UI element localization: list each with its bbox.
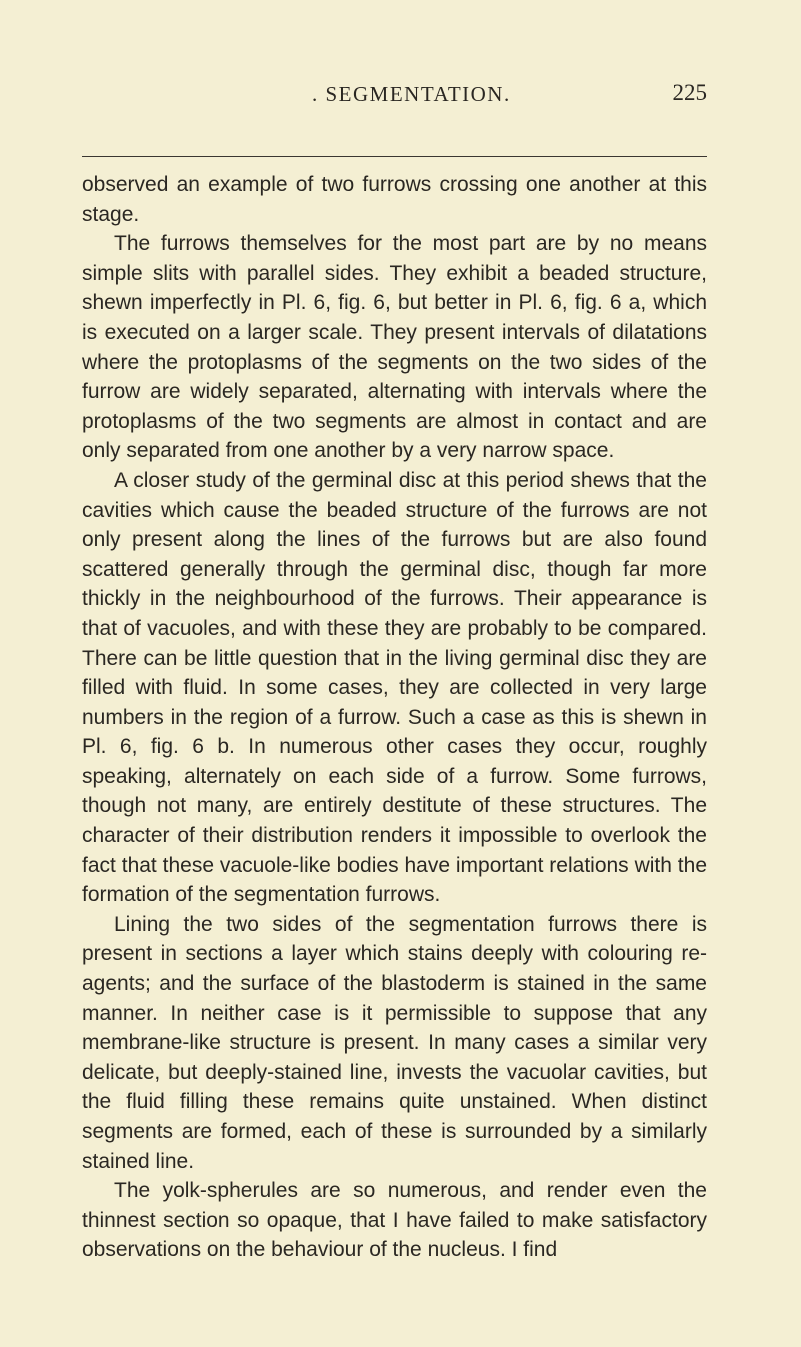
body-text — [82, 170, 707, 1265]
running-title: . SEGMENTATION. — [312, 82, 511, 106]
paragraph-2: The furrows themselves for the most part are by no means simple slits with parallel sides. They exhibit a beaded structure, shewn imperfectly in Pl. 6, fig. 6, but better in Pl. 6, fig. 6 a, which is executed on a larger scale. They present intervals of dilatations where the protoplasms of the segments on the two sides of the furrow are widely separated, alternating with intervals where the protoplasms of the two segments are almost in contact and are only separated from one another by a very narrow space. — [82, 232, 707, 463]
paragraph-5: The yolk-spherules are so numerous, and render even the thinnest section so opaque, that I have failed to make satisfactory observations on the behaviour of the nucleus. I find — [82, 1179, 707, 1262]
paragraph-1: observed an example of two furrows crossing one another at this stage. — [82, 173, 707, 226]
page-number: 225 — [672, 80, 707, 105]
paragraph-4: Lining the two sides of the segmentation furrows there is present in sections a layer which stains deeply with colouring re-agents; and the surface of the blastoderm is stained in the same manner. In neither case is it permissible to suppose that any membrane-like structure is present. In many cases a similar very delicate, but deeply-stained line, invests the vacuolar cavities, but the fluid filling these remains quite unstained. When distinct segments are formed, each of these is surrounded by a similarly stained line. — [82, 912, 707, 1173]
running-head — [82, 80, 707, 114]
header-rule — [82, 156, 707, 157]
paragraph-3: A closer study of the germinal disc at this period shews that the cavities which cause the beaded structure of the furrows are not only present along the lines of the furrows but are also found scattered generally through the germinal disc, though far more thickly in the neighbourhood of the furrows. Their appearance is that of vacuoles, and with these they are probably to be compared. There can be little question that in the living germinal disc they are filled with fluid. In some cases, they are collected in very large numbers in the region of a furrow. Such a case as this is shewn in Pl. 6, fig. 6 b. In numerous other cases they occur, roughly speaking, alternately on each side of a furrow. Some furrows, though not many, are entirely destitute of these structures. The character of their distribution renders it impossible to overlook the fact that these vacuole-like bodies have important relations with the formation of the segmentation furrows. — [82, 468, 707, 907]
